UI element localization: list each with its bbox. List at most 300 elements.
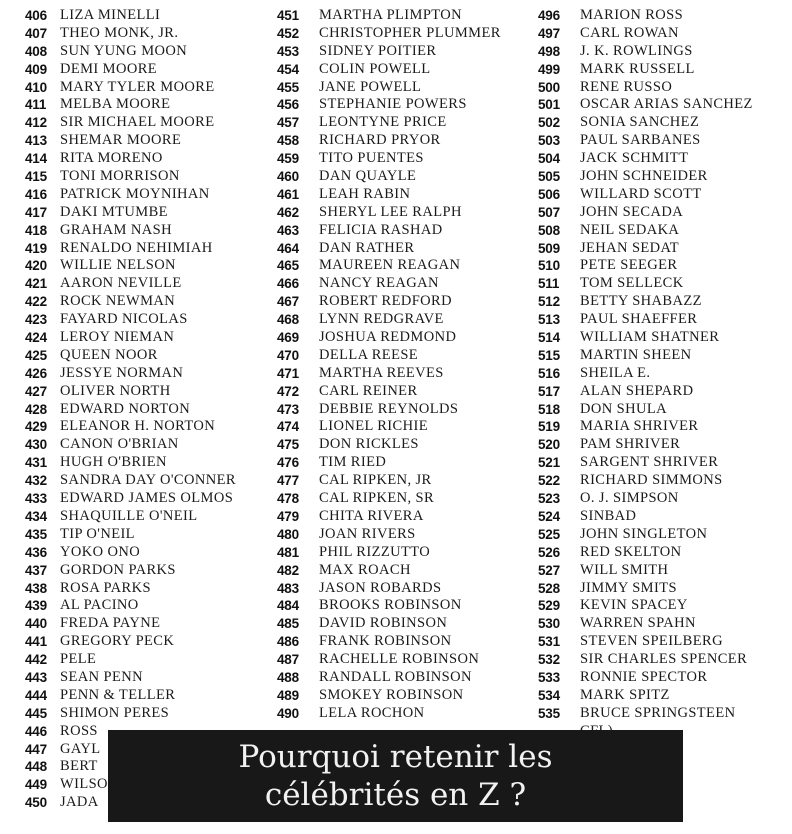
list-item-name: CAL RIPKEN, JR xyxy=(319,472,432,489)
list-item-name: RENALDO NEHIMIAH xyxy=(60,239,213,256)
list-item xyxy=(538,240,753,258)
list-item-name: PETE SEEGER xyxy=(580,257,678,274)
list-item-number: 473 xyxy=(277,401,299,417)
list-item xyxy=(538,633,753,651)
list-item xyxy=(25,472,236,490)
list-item-number: 490 xyxy=(277,705,299,721)
list-item-name: WARREN SPAHN xyxy=(580,615,696,632)
list-item-name: SHEILA E. xyxy=(580,364,651,381)
list-item-number: 520 xyxy=(538,437,560,453)
list-item xyxy=(277,43,501,61)
list-item xyxy=(277,186,501,204)
list-item xyxy=(538,293,753,311)
list-item-name: LEONTYNE PRICE xyxy=(319,114,447,131)
list-item xyxy=(25,418,236,436)
list-item-number: 515 xyxy=(538,347,560,363)
list-item xyxy=(277,544,501,562)
list-item-name: OLIVER NORTH xyxy=(60,382,171,399)
list-item xyxy=(25,401,236,419)
list-item xyxy=(25,454,236,472)
list-item-name: LEAH RABIN xyxy=(319,185,411,202)
list-item-name: QUEEN NOOR xyxy=(60,346,158,363)
list-item xyxy=(25,526,236,544)
list-item xyxy=(538,669,753,687)
list-item-number: 448 xyxy=(25,759,47,775)
list-item-number: 429 xyxy=(25,419,47,435)
list-item-name: PAM SHRIVER xyxy=(580,436,681,453)
list-item xyxy=(538,401,753,419)
list-item-number: 476 xyxy=(277,455,299,471)
list-item xyxy=(25,7,236,25)
list-item xyxy=(277,615,501,633)
list-item-number: 521 xyxy=(538,455,560,471)
list-item-number: 464 xyxy=(277,240,299,256)
list-item-name: PAUL SARBANES xyxy=(580,132,701,149)
list-item-number: 482 xyxy=(277,562,299,578)
list-item xyxy=(277,275,501,293)
list-item-number: 498 xyxy=(538,43,560,59)
list-item-number: 436 xyxy=(25,544,47,560)
list-item-name: DELLA REESE xyxy=(319,346,419,363)
list-item xyxy=(25,562,236,580)
list-item xyxy=(25,383,236,401)
list-item-number: 489 xyxy=(277,687,299,703)
list-item-number: 526 xyxy=(538,544,560,560)
list-item xyxy=(277,150,501,168)
list-item-number: 407 xyxy=(25,25,47,41)
list-item-name: SIR CHARLES SPENCER xyxy=(580,651,748,668)
list-item-name: TOM SELLECK xyxy=(580,275,684,292)
list-item-number: 508 xyxy=(538,222,560,238)
list-item-number: 486 xyxy=(277,634,299,650)
list-item-number: 440 xyxy=(25,616,47,632)
list-item-number: 450 xyxy=(25,795,47,811)
list-item-name: SHERYL LEE RALPH xyxy=(319,203,462,220)
list-item xyxy=(277,669,501,687)
list-item-number: 432 xyxy=(25,473,47,489)
list-item-number: 502 xyxy=(538,115,560,131)
list-item-number: 451 xyxy=(277,8,299,23)
list-item xyxy=(538,365,753,383)
list-item-number: 523 xyxy=(538,491,560,507)
list-item xyxy=(25,633,236,651)
list-item-number: 504 xyxy=(538,151,560,167)
list-item-name: BETTY SHABAZZ xyxy=(580,293,702,310)
list-item xyxy=(25,651,236,669)
list-item-name: MAUREEN REAGAN xyxy=(319,257,461,274)
list-item xyxy=(538,526,753,544)
list-item xyxy=(25,508,236,526)
list-item-name: GAYL xyxy=(60,740,101,757)
list-item-number: 506 xyxy=(538,186,560,202)
list-item-name: JOHN SECADA xyxy=(580,203,684,220)
list-item xyxy=(25,25,236,43)
list-item-name: FAYARD NICOLAS xyxy=(60,311,188,328)
list-item xyxy=(538,329,753,347)
list-item-name: AARON NEVILLE xyxy=(60,275,182,292)
list-item xyxy=(538,472,753,490)
list-item xyxy=(277,96,501,114)
list-item xyxy=(25,43,236,61)
list-item-name: FRANK ROBINSON xyxy=(319,633,452,650)
list-item-number: 457 xyxy=(277,115,299,131)
list-item-name: COLIN POWELL xyxy=(319,60,431,77)
list-item-name: JADA xyxy=(60,794,99,811)
list-item-name: SMOKEY ROBINSON xyxy=(319,686,464,703)
list-item xyxy=(25,293,236,311)
list-item xyxy=(25,222,236,240)
list-item xyxy=(25,580,236,598)
list-item-name: JEHAN SEDAT xyxy=(580,239,680,256)
list-item xyxy=(538,96,753,114)
list-item xyxy=(538,490,753,508)
list-item-name: SIR MICHAEL MOORE xyxy=(60,114,215,131)
list-item-number: 419 xyxy=(25,240,47,256)
list-item-name: STEPHANIE POWERS xyxy=(319,96,467,113)
list-item-number: 528 xyxy=(538,580,560,596)
list-item xyxy=(538,418,753,436)
list-item-number: 503 xyxy=(538,133,560,149)
list-item-number: 461 xyxy=(277,186,299,202)
list-item xyxy=(277,168,501,186)
list-item-name: JIMMY SMITS xyxy=(580,579,677,596)
list-item-number: 477 xyxy=(277,473,299,489)
list-item-name: ROSS xyxy=(60,722,98,739)
list-item xyxy=(277,418,501,436)
list-item-number: 454 xyxy=(277,61,299,77)
list-item-number: 446 xyxy=(25,723,47,739)
list-item xyxy=(277,508,501,526)
list-item xyxy=(538,597,753,615)
list-item-name: SHEMAR MOORE xyxy=(60,132,182,149)
list-item-name: SANDRA DAY O'CONNER xyxy=(60,472,236,489)
list-item-name: ROSA PARKS xyxy=(60,579,151,596)
list-item-number: 529 xyxy=(538,598,560,614)
list-item-name: JOHN SCHNEIDER xyxy=(580,168,708,185)
list-item-number: 496 xyxy=(538,8,560,23)
list-item-name: WILLIE NELSON xyxy=(60,257,176,274)
list-item xyxy=(538,168,753,186)
list-item-number: 465 xyxy=(277,258,299,274)
list-item xyxy=(277,204,501,222)
list-item-name: OSCAR ARIAS SANCHEZ xyxy=(580,96,753,113)
list-item xyxy=(277,311,501,329)
list-item-name: FELICIA RASHAD xyxy=(319,221,443,238)
list-item-number: 478 xyxy=(277,491,299,507)
list-item-number: 420 xyxy=(25,258,47,274)
list-item-number: 426 xyxy=(25,365,47,381)
list-item xyxy=(25,132,236,150)
list-item-name: JACK SCHMITT xyxy=(580,150,689,167)
list-item-number: 459 xyxy=(277,151,299,167)
list-item-name: BRUCE SPRINGSTEEN xyxy=(580,704,736,721)
list-item-name: JOSHUA REDMOND xyxy=(319,329,457,346)
list-item-number: 423 xyxy=(25,312,47,328)
list-item-number: 522 xyxy=(538,473,560,489)
list-item-name: TITO PUENTES xyxy=(319,150,424,167)
list-item-number: 470 xyxy=(277,347,299,363)
list-item-number: 453 xyxy=(277,43,299,59)
list-item xyxy=(277,114,501,132)
list-item-number: 462 xyxy=(277,204,299,220)
celebrity-list-column-3 xyxy=(538,7,753,812)
list-item-name: PATRICK MOYNIHAN xyxy=(60,185,210,202)
list-item-number: 532 xyxy=(538,652,560,668)
list-item-number: 514 xyxy=(538,330,560,346)
caption-line-1: Pourquoi retenir les xyxy=(238,739,553,775)
list-item-name: SUN YUNG MOON xyxy=(60,42,188,59)
list-item xyxy=(538,79,753,97)
list-item xyxy=(277,222,501,240)
list-item-number: 499 xyxy=(538,61,560,77)
list-item xyxy=(538,114,753,132)
list-item xyxy=(277,257,501,275)
list-item-number: 424 xyxy=(25,330,47,346)
list-item-number: 484 xyxy=(277,598,299,614)
list-item-number: 431 xyxy=(25,455,47,471)
list-item-name: RICHARD PRYOR xyxy=(319,132,441,149)
list-item xyxy=(277,436,501,454)
list-item-number: 445 xyxy=(25,705,47,721)
list-item-number: 468 xyxy=(277,312,299,328)
list-item-number: 441 xyxy=(25,634,47,650)
list-item-name: JOAN RIVERS xyxy=(319,525,416,542)
list-item-name: BROOKS ROBINSON xyxy=(319,597,462,614)
list-item xyxy=(25,597,236,615)
list-item-number: 534 xyxy=(538,687,560,703)
list-item-number: 485 xyxy=(277,616,299,632)
list-item xyxy=(25,186,236,204)
list-item-number: 410 xyxy=(25,79,47,95)
celebrity-list-column-1 xyxy=(25,7,236,812)
list-item xyxy=(277,293,501,311)
list-item xyxy=(25,79,236,97)
list-item-number: 467 xyxy=(277,294,299,310)
list-item-name: ELEANOR H. NORTON xyxy=(60,418,216,435)
list-item-number: 519 xyxy=(538,419,560,435)
list-item-name: MARY TYLER MOORE xyxy=(60,78,215,95)
list-item-number: 517 xyxy=(538,383,560,399)
list-item xyxy=(277,61,501,79)
list-item xyxy=(277,472,501,490)
list-item-name: SHIMON PERES xyxy=(60,704,170,721)
list-item xyxy=(277,562,501,580)
list-item xyxy=(538,508,753,526)
list-item-name: GREGORY PECK xyxy=(60,633,175,650)
list-item-number: 487 xyxy=(277,652,299,668)
list-item xyxy=(25,240,236,258)
list-item-number: 458 xyxy=(277,133,299,149)
list-item-number: 471 xyxy=(277,365,299,381)
list-item-name: FREDA PAYNE xyxy=(60,615,161,632)
list-item-number: 474 xyxy=(277,419,299,435)
list-item-name: WILSO xyxy=(60,776,108,793)
list-item-number: 488 xyxy=(277,669,299,685)
list-item xyxy=(538,347,753,365)
list-item-name: SIDNEY POITIER xyxy=(319,42,437,59)
list-item-name: DON RICKLES xyxy=(319,436,419,453)
list-item-name: SINBAD xyxy=(580,507,637,524)
list-item-number: 413 xyxy=(25,133,47,149)
list-item xyxy=(538,436,753,454)
list-item-number: 510 xyxy=(538,258,560,274)
list-item-name: AL PACINO xyxy=(60,597,139,614)
list-item-name: MARION ROSS xyxy=(580,7,684,23)
list-item xyxy=(25,114,236,132)
list-item xyxy=(277,526,501,544)
list-item-name: WILLARD SCOTT xyxy=(580,185,702,202)
list-item-number: 472 xyxy=(277,383,299,399)
list-item xyxy=(25,544,236,562)
list-item xyxy=(25,436,236,454)
list-item-number: 439 xyxy=(25,598,47,614)
list-item-number: 524 xyxy=(538,508,560,524)
list-item-name: PAUL SHAEFFER xyxy=(580,311,698,328)
list-item-number: 509 xyxy=(538,240,560,256)
list-item-number: 469 xyxy=(277,330,299,346)
list-item xyxy=(25,490,236,508)
list-item-number: 411 xyxy=(25,97,47,113)
list-item-name: GORDON PARKS xyxy=(60,561,176,578)
list-item-name: CHRISTOPHER PLUMMER xyxy=(319,24,501,41)
list-item xyxy=(277,365,501,383)
list-item-name: MARTHA REEVES xyxy=(319,364,444,381)
list-item xyxy=(25,257,236,275)
list-item-number: 428 xyxy=(25,401,47,417)
list-item-name: WILLIAM SHATNER xyxy=(580,329,720,346)
list-item xyxy=(538,580,753,598)
list-item xyxy=(538,454,753,472)
list-item-number: 530 xyxy=(538,616,560,632)
list-item xyxy=(25,329,236,347)
list-item xyxy=(538,651,753,669)
list-item xyxy=(538,275,753,293)
list-item-number: 427 xyxy=(25,383,47,399)
list-item-name: LYNN REDGRAVE xyxy=(319,311,444,328)
list-item-number: 455 xyxy=(277,79,299,95)
list-item-number: 512 xyxy=(538,294,560,310)
list-item-name: O. J. SIMPSON xyxy=(580,490,679,507)
list-item-name: LEROY NIEMAN xyxy=(60,329,175,346)
list-item xyxy=(538,7,753,25)
list-item xyxy=(277,132,501,150)
list-item-name: CARL ROWAN xyxy=(580,24,679,41)
list-item-name: LIZA MINELLI xyxy=(60,7,161,23)
list-item-number: 497 xyxy=(538,25,560,41)
list-item-name: EDWARD JAMES OLMOS xyxy=(60,490,234,507)
list-item-number: 475 xyxy=(277,437,299,453)
list-item xyxy=(277,240,501,258)
list-item xyxy=(538,204,753,222)
list-item-name: GRAHAM NASH xyxy=(60,221,172,238)
list-item-number: 456 xyxy=(277,97,299,113)
celebrity-list-column-2 xyxy=(277,7,501,723)
list-item-name: STEVEN SPEILBERG xyxy=(580,633,723,650)
list-item-name: PHIL RIZZUTTO xyxy=(319,543,431,560)
list-item xyxy=(25,365,236,383)
list-item xyxy=(25,168,236,186)
list-item-name: RACHELLE ROBINSON xyxy=(319,651,480,668)
list-item-number: 414 xyxy=(25,151,47,167)
list-item-number: 480 xyxy=(277,526,299,542)
list-item-name: PELE xyxy=(60,651,97,668)
list-item xyxy=(277,651,501,669)
list-item xyxy=(277,633,501,651)
list-item-name: DAKI MTUMBE xyxy=(60,203,168,220)
list-item-number: 452 xyxy=(277,25,299,41)
list-item-name: LIONEL RICHIE xyxy=(319,418,428,435)
list-item-name: MAX ROACH xyxy=(319,561,411,578)
list-item-number: 409 xyxy=(25,61,47,77)
list-item xyxy=(277,7,501,25)
list-item-name: MARK SPITZ xyxy=(580,686,670,703)
list-item xyxy=(25,687,236,705)
list-item-number: 417 xyxy=(25,204,47,220)
list-item xyxy=(25,61,236,79)
list-item-number: 408 xyxy=(25,43,47,59)
list-item-name: SEAN PENN xyxy=(60,668,143,685)
list-item-number: 433 xyxy=(25,491,47,507)
list-item-number: 430 xyxy=(25,437,47,453)
list-item xyxy=(25,204,236,222)
list-item-name: RONNIE SPECTOR xyxy=(580,668,708,685)
list-item-number: 412 xyxy=(25,115,47,131)
list-item xyxy=(25,150,236,168)
list-item-number: 437 xyxy=(25,562,47,578)
list-item xyxy=(277,79,501,97)
list-item-name: DAN RATHER xyxy=(319,239,415,256)
list-item xyxy=(25,96,236,114)
list-item xyxy=(277,687,501,705)
list-item-number: 406 xyxy=(25,8,47,23)
list-item xyxy=(277,25,501,43)
list-item-name: RITA MORENO xyxy=(60,150,163,167)
list-item-number: 435 xyxy=(25,526,47,542)
list-item-name: RICHARD SIMMONS xyxy=(580,472,723,489)
list-item xyxy=(25,705,236,723)
list-item-number: 442 xyxy=(25,652,47,668)
list-item-number: 443 xyxy=(25,669,47,685)
list-item-number: 463 xyxy=(277,222,299,238)
list-item-number: 466 xyxy=(277,276,299,292)
list-item-number: 421 xyxy=(25,276,47,292)
list-item-name: MARTHA PLIMPTON xyxy=(319,7,463,23)
list-item-number: 481 xyxy=(277,544,299,560)
caption-line-2: célébrités en Z ? xyxy=(264,777,527,813)
list-item xyxy=(277,401,501,419)
list-item xyxy=(538,311,753,329)
list-item xyxy=(277,490,501,508)
list-item-name: EDWARD NORTON xyxy=(60,400,191,417)
list-item-name: THEO MONK, JR. xyxy=(60,24,179,41)
list-item xyxy=(277,597,501,615)
list-item-name: CARL REINER xyxy=(319,382,418,399)
list-item-name: KEVIN SPACEY xyxy=(580,597,688,614)
list-item xyxy=(538,222,753,240)
list-item-name: SARGENT SHRIVER xyxy=(580,454,719,471)
list-item xyxy=(277,454,501,472)
list-item-number: 513 xyxy=(538,312,560,328)
list-item-number: 460 xyxy=(277,169,299,185)
list-item-name: SONIA SANCHEZ xyxy=(580,114,700,131)
list-item-name: JANE POWELL xyxy=(319,78,422,95)
list-item-number: 501 xyxy=(538,97,560,113)
list-item xyxy=(277,383,501,401)
list-item xyxy=(277,347,501,365)
list-item-number: 483 xyxy=(277,580,299,596)
list-item xyxy=(25,615,236,633)
list-item xyxy=(25,669,236,687)
